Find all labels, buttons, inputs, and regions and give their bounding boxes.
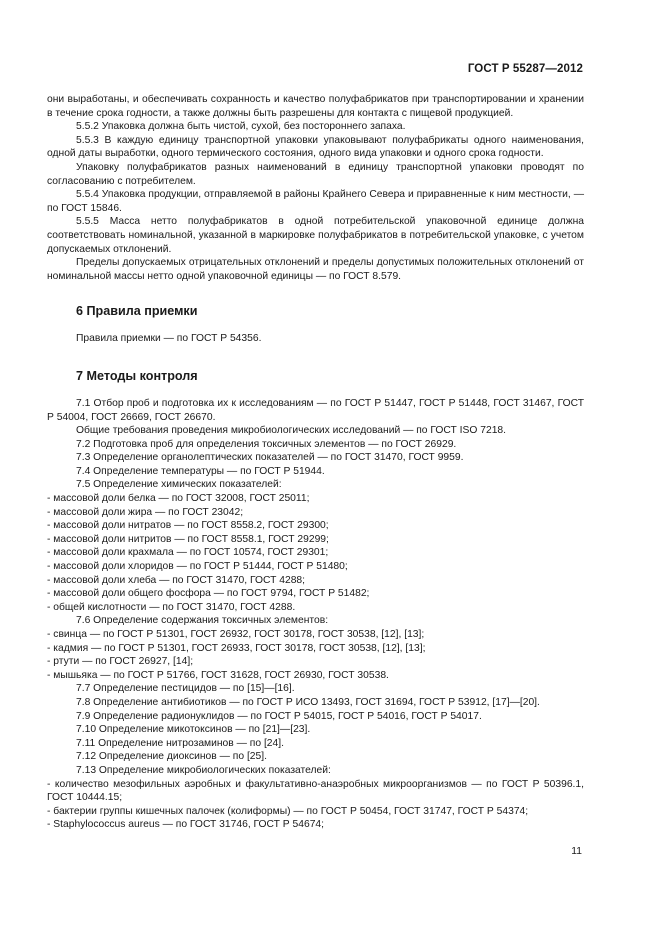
paragraph: 7.1 Отбор проб и подготовка их к исследованиям — по ГОСТ Р 51447, ГОСТ Р 51448, ГОСТ 31467, ГОСТ Р 54004, ГОСТ 26669, ГОСТ 26670. bbox=[47, 397, 584, 423]
paragraph: 7.13 Определение микробиологических показателей: bbox=[76, 764, 331, 776]
list-item: - массовой доли крахмала — по ГОСТ 10574, ГОСТ 29301; bbox=[47, 547, 329, 559]
paragraph: 7.2 Подготовка проб для определения токсичных элементов — по ГОСТ 26929. bbox=[76, 438, 457, 450]
paragraph: Общие требования проведения микробиологических исследований — по ГОСТ ISO 7218. bbox=[76, 425, 507, 437]
paragraph: 7.8 Определение антибиотиков — по ГОСТ Р ИСО 13493, ГОСТ 31694, ГОСТ Р 53912, [17]—[20]. bbox=[76, 696, 540, 708]
paragraph: 7.9 Определение радионуклидов — по ГОСТ Р 54015, ГОСТ Р 54016, ГОСТ Р 54017. bbox=[76, 710, 482, 722]
paragraph: 7.7 Определение пестицидов — по [15]—[16]. bbox=[76, 683, 295, 695]
page-content bbox=[47, 93, 584, 832]
paragraph: Правила приемки — по ГОСТ Р 54356. bbox=[76, 333, 262, 345]
list-item: - массовой доли общего фосфора — по ГОСТ 9794, ГОСТ Р 51482; bbox=[47, 588, 370, 600]
paragraph: 7.12 Определение диоксинов — по [25]. bbox=[76, 751, 267, 763]
list-item: - общей кислотности — по ГОСТ 31470, ГОСТ 4288. bbox=[47, 601, 296, 613]
paragraph: 5.5.5 Масса нетто полуфабрикатов в одной потребительской упаковочной единице должна соответствовать номинальной, указанной в маркировке полуфабрикатов в потребительской упаковке, с учетом допускаемых отклонений. bbox=[47, 216, 584, 255]
section-heading-7: 7 Методы контроля bbox=[76, 368, 198, 383]
list-item: - ртути — по ГОСТ 26927, [14]; bbox=[47, 656, 194, 668]
paragraph: 7.10 Определение микотоксинов — по [21]—[23]. bbox=[76, 724, 311, 736]
list-item: - количество мезофильных аэробных и факультативно-анаэробных микроорганизмов — по ГОСТ Р 50396.1, ГОСТ 10444.15; bbox=[47, 778, 584, 804]
list-item: - массовой доли жира — по ГОСТ 23042; bbox=[47, 506, 244, 518]
list-item: - массовой доли нитратов — по ГОСТ 8558.2, ГОСТ 29300; bbox=[47, 520, 329, 532]
page-header: ГОСТ Р 55287—2012 bbox=[467, 63, 583, 75]
paragraph: 5.5.3 В каждую единицу транспортной упаковки упаковывают полуфабрикаты одного наименования, одной даты выработки, одного термического состояния, одного вида упаковки и одного срока годности. bbox=[47, 134, 584, 160]
list-item: - свинца — по ГОСТ Р 51301, ГОСТ 26932, ГОСТ 30178, ГОСТ 30538, [12], [13]; bbox=[47, 629, 425, 640]
paragraph: 5.5.2 Упаковка должна быть чистой, сухой, без постороннего запаха. bbox=[76, 121, 406, 133]
list-item: - массовой доли нитритов — по ГОСТ 8558.1, ГОСТ 29299; bbox=[47, 533, 329, 545]
paragraph: 7.4 Определение температуры — по ГОСТ Р 51944. bbox=[76, 465, 325, 477]
list-item: - Staphylococcus aureus — по ГОСТ 31746, ГОСТ Р 54674; bbox=[47, 819, 325, 831]
list-item: - массовой доли хлоридов — по ГОСТ Р 51444, ГОСТ Р 51480; bbox=[47, 561, 348, 573]
page-number: 11 bbox=[571, 846, 582, 857]
paragraph: Пределы допускаемых отрицательных отклонений и пределы допустимых положительных отклонений от номинальной массы нетто одной упаковочной единицы — по ГОСТ 8.579. bbox=[47, 257, 584, 282]
paragraph: Упаковку полуфабрикатов разных наименований в единицу транспортной упаковки проводят по согласованию с потребителем. bbox=[47, 161, 584, 187]
list-item: - мышьяка — по ГОСТ Р 51766, ГОСТ 31628, ГОСТ 26930, ГОСТ 30538. bbox=[47, 669, 389, 681]
list-item: - массовой доли белка — по ГОСТ 32008, ГОСТ 25011; bbox=[47, 493, 310, 505]
paragraph: 7.3 Определение органолептических показателей — по ГОСТ 31470, ГОСТ 9959. bbox=[76, 452, 464, 464]
list-item: - массовой доли хлеба — по ГОСТ 31470, ГОСТ 4288; bbox=[47, 574, 306, 586]
paragraph: они выработаны, и обеспечивать сохранность и качество полуфабрикатов при транспортировании и хранении в течение срока годности, а также должны быть разрешены для контакта с пищевой продукцией. bbox=[47, 94, 584, 119]
paragraph: 7.5 Определение химических показателей: bbox=[76, 479, 282, 491]
paragraph: 7.6 Определение содержания токсичных элементов: bbox=[76, 615, 329, 627]
list-item: - кадмия — по ГОСТ Р 51301, ГОСТ 26933, ГОСТ 30178, ГОСТ 30538, [12], [13]; bbox=[47, 642, 426, 654]
paragraph: 5.5.4 Упаковка продукции, отправляемой в районы Крайнего Севера и приравненные к ним местности, — по ГОСТ 15846. bbox=[47, 189, 584, 214]
paragraph: 7.11 Определение нитрозаминов — по [24]. bbox=[76, 737, 284, 749]
section-heading-6: 6 Правила приемки bbox=[76, 304, 198, 319]
list-item: - бактерии группы кишечных палочек (колиформы) — по ГОСТ Р 50454, ГОСТ 31747, ГОСТ Р 54374; bbox=[47, 805, 529, 817]
